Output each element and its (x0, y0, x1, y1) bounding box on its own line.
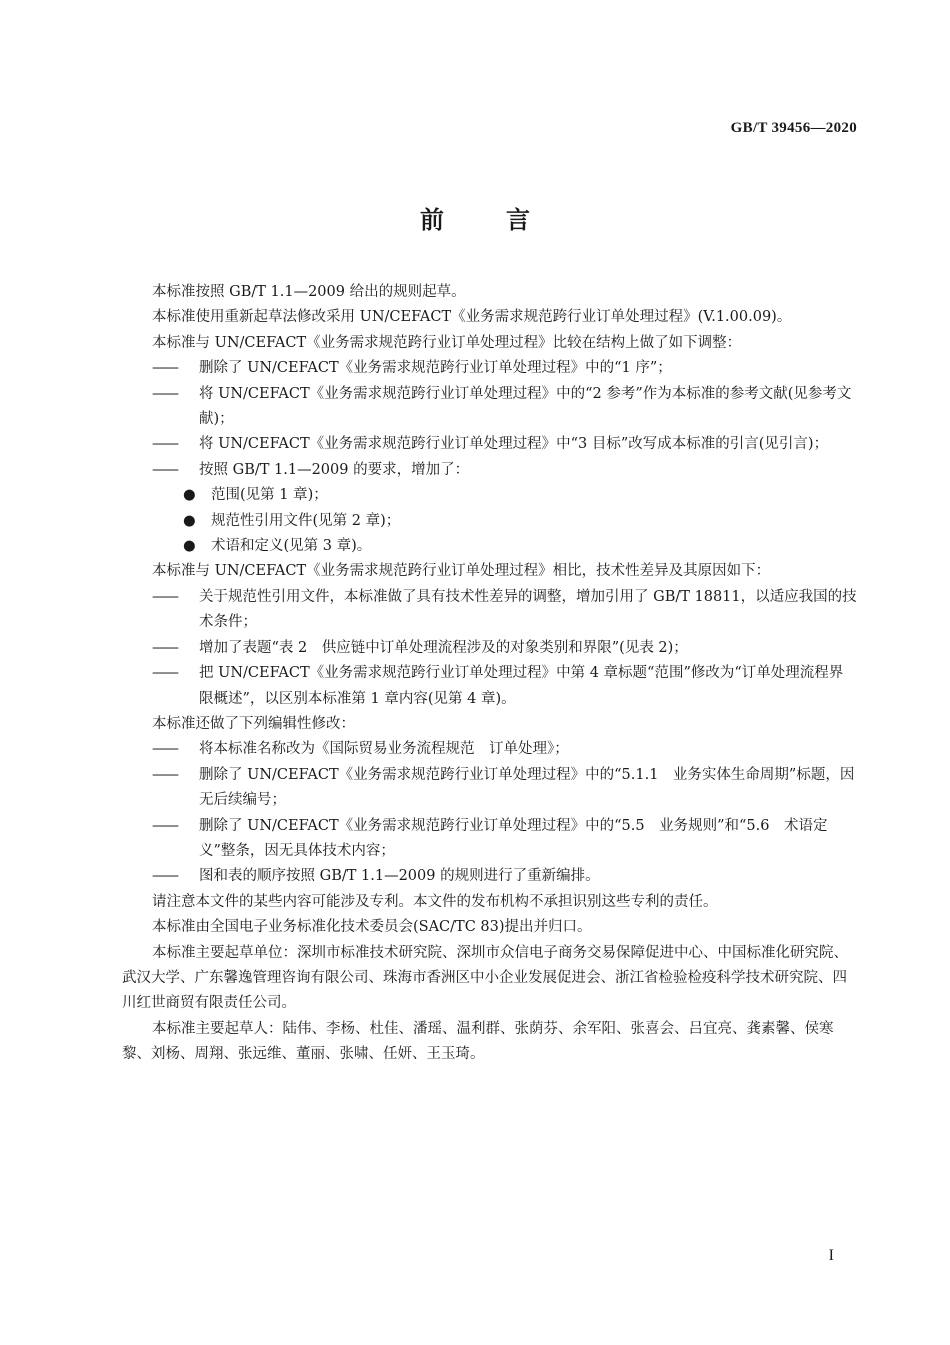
paragraph: 请注意本文件的某些内容可能涉及专利。本文件的发布机构不承担识别这些专利的责任。 (152, 893, 718, 910)
paragraph: 本标准主要起草单位：深圳市标准技术研究院、深圳市众信电子商务交易保障促进中心、中国标准化研究院、武汉大学、广东馨逸管理咨询有限公司、珠海市香洲区中小企业发展促进会、浙江省检验检疫科学技术研究院、四川红世商贸有限责任公司。 (122, 944, 848, 1012)
bullet-icon: ● (183, 512, 196, 529)
list-item: —— 图和表的顺序按照 GB/T 1.1—2009 的规则进行了重新编排。 (152, 868, 600, 885)
bullet-icon: ● (183, 487, 196, 504)
page-title: 前言 (420, 206, 592, 234)
paragraph: 本标准与 UN/CEFACT《业务需求规范跨行业订单处理过程》相比，技术性差异及其原因如下： (152, 563, 771, 580)
bullet-item: ● 规范性引用文件(见第 2 章)； (152, 509, 857, 534)
paragraph: 本标准使用重新起草法修改采用 UN/CEFACT《业务需求规范跨行业订单处理过程》(V.1.00.09)。 (152, 309, 792, 326)
list-item: —— 增加了表题“表 2 供应链中订单处理流程涉及的对象类别和界限”(见表 2)； (152, 639, 688, 656)
bullet-item: ● 术语和定义(见第 3 章)。 (152, 534, 857, 559)
bullet-icon: ● (183, 538, 196, 555)
list-item: —— 把 UN/CEFACT《业务需求规范跨行业订单处理过程》中第 4 章标题“范围”修改为“订单处理流程界限概述”，以区别本标准第 1 章内容(见第 4 章)。 (152, 665, 844, 707)
paragraph: 本标准与 UN/CEFACT《业务需求规范跨行业订单处理过程》比较在结构上做了如下调整： (152, 334, 742, 351)
list-item: —— 按照 GB/T 1.1—2009 的要求，增加了： (152, 461, 470, 478)
list-item: —— 删除了 UN/CEFACT《业务需求规范跨行业订单处理过程》中的“1 序”； (152, 360, 672, 377)
list-item: —— 将 UN/CEFACT《业务需求规范跨行业订单处理过程》中“3 目标”改写成本标准的引言(见引言)； (152, 436, 829, 453)
bullet-item: ● 范围(见第 1 章)； (152, 483, 857, 508)
list-item: —— 将本标准名称改为《国际贸易业务流程规范 订单处理》； (152, 741, 569, 758)
list-item: —— 删除了 UN/CEFACT《业务需求规范跨行业订单处理过程》中的“5.1.1 业务实体生命周期”标题，因无后续编号； (152, 766, 855, 809)
list-item: —— 删除了 UN/CEFACT《业务需求规范跨行业订单处理过程》中的“5.5 业务规则”和“5.6 术语定义”整条，因无具体技术内容； (152, 817, 828, 859)
document-body (122, 280, 857, 1068)
list-item: —— 关于规范性引用文件，本标准做了具有技术性差异的调整，增加引用了 GB/T 18811，以适应我国的技术条件； (152, 588, 857, 631)
list-item: —— 将 UN/CEFACT《业务需求规范跨行业订单处理过程》中的“2 参考”作为本标准的参考文献(见参考文献)； (152, 385, 852, 428)
paragraph: 本标准由全国电子业务标准化技术委员会(SAC/TC 83)提出并归口。 (152, 919, 592, 936)
page-number: I (828, 1247, 834, 1264)
paragraph: 本标准主要起草人：陆伟、李杨、杜佳、潘瑶、温利群、张荫芬、余军阳、张喜会、吕宜亮、龚素馨、侯寒黎、刘杨、周翔、张远维、董丽、张啸、任妍、王玉琦。 (122, 1020, 834, 1063)
paragraph: 本标准还做了下列编辑性修改： (152, 715, 355, 732)
standard-number: GB/T 39456—2020 (730, 120, 857, 136)
paragraph: 本标准按照 GB/T 1.1—2009 给出的规则起草。 (152, 284, 466, 300)
